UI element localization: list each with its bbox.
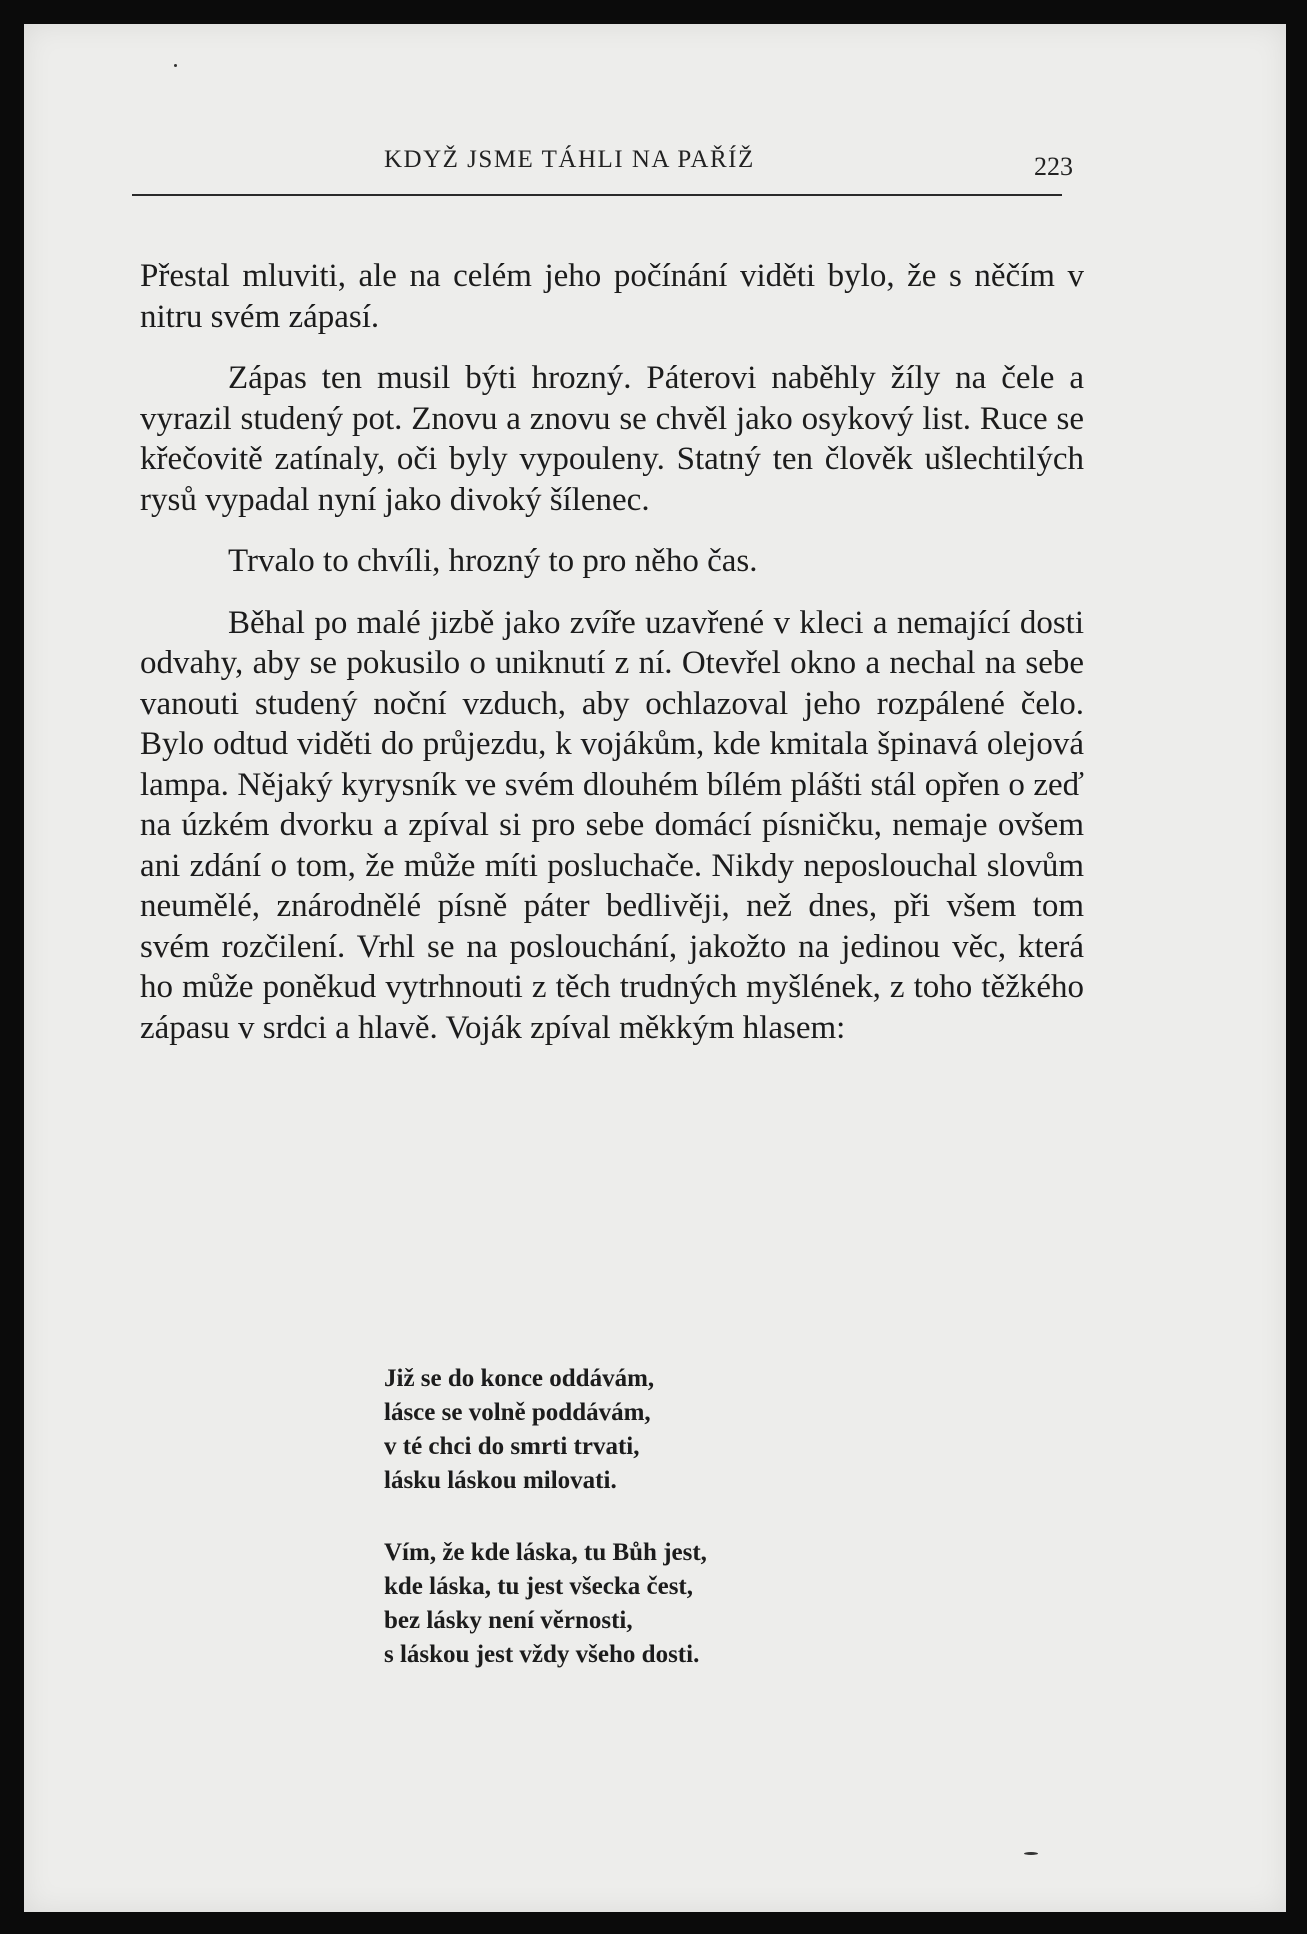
verse-line: v té chci do smrti trvati, <box>384 1433 640 1460</box>
verse-line: s láskou jest vždy všeho dosti. <box>384 1641 700 1668</box>
scan-speck <box>174 64 177 67</box>
scan-speck <box>1024 1852 1038 1855</box>
song-verse <box>384 1362 707 1710</box>
verse-line: bez lásky není věrnosti, <box>384 1607 633 1634</box>
stanza-1 <box>384 1362 707 1498</box>
paragraph-3: Trvalo to chvíli, hrozný to pro něho čas. <box>228 543 758 579</box>
verse-line: lásku láskou milovati. <box>384 1467 617 1494</box>
page-number: 223 <box>1034 152 1073 181</box>
paragraph-1: Přestal mluviti, ale na celém jeho počínání viděti bylo, že s něčím v nitru svém zápasí. <box>140 258 1084 335</box>
paragraph-2: Zápas ten musil býti hrozný. Páterovi naběhly žíly na čele a vyrazil studený pot. Znovu a znovu se chvěl jako osykový list. Ruce se křečovitě zatínaly, oči byly vypouleny. Statný ten člověk ušlechtilých rysů vypadal nyní jako divoký šílenec. <box>140 360 1084 518</box>
stanza-2 <box>384 1536 707 1672</box>
verse-line: lásce se volně poddávám, <box>384 1399 651 1426</box>
book-page <box>24 24 1286 1912</box>
running-title: KDYŽ JSME TÁHLI NA PAŘÍŽ <box>384 146 755 173</box>
header-rule <box>132 194 1062 196</box>
verse-line: Vím, že kde láska, tu Bůh jest, <box>384 1539 707 1566</box>
verse-line: Již se do konce oddávám, <box>384 1365 655 1392</box>
page-header <box>24 24 1286 204</box>
body-text <box>140 256 1084 1069</box>
paragraph-4: Běhal po malé jizbě jako zvíře uzavřené v kleci a nemající dosti odvahy, aby se pokusilo o uniknutí z ní. Otevřel okno a nechal na sebe vanouti studený noční vzduch, aby ochlazoval jeho rozpálené čelo. Bylo odtud viděti do průjezdu, k vojákům, kde kmitala špinavá olejová lampa. Nějaký kyrysník ve svém dlouhém bílém plášti stál opřen o zeď na úzkém dvorku a zpíval si pro sebe domácí písničku, nemaje ovšem ani zdání o tom, že může míti posluchače. Nikdy neposlouchal slovům neumělé, znárodnělé písně páter bedlivěji, než dnes, při všem tom svém rozčilení. Vrhl se na poslouchání, jakožto na jedinou věc, která ho může poněkud vytrhnouti z těch trudných myšlének, z toho těžkého zápasu v srdci a hlavě. Voják zpíval měkkým hlasem: <box>140 604 1084 1046</box>
verse-line: kde láska, tu jest všecka čest, <box>384 1573 694 1600</box>
